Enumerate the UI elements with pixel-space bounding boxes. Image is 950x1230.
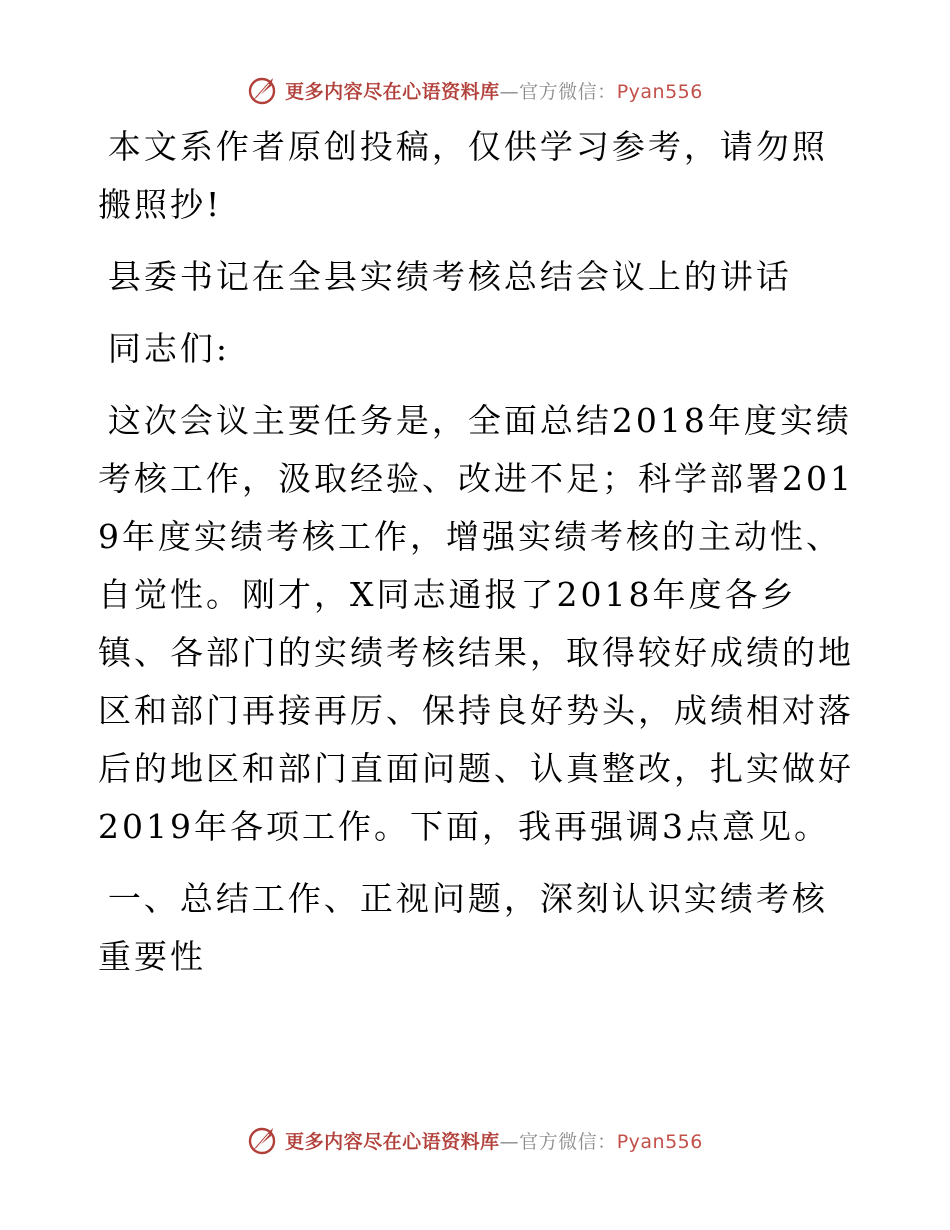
watermark-text	[285, 77, 703, 104]
watermark-label: 官方微信：	[519, 1130, 617, 1153]
quill-pen-logo-icon	[247, 74, 279, 106]
copyright-notice: 本文系作者原创投稿，仅供学习参考，请勿照搬照抄!	[98, 127, 828, 224]
section-heading-1: 一、总结工作、正视问题，深刻认识实绩考核重要性	[98, 879, 828, 976]
intro-paragraph: 这次会议主要任务是，全面总结2018年度实绩考核工作，汲取经验、改进不足；科学部署2019年度实绩考核工作，增强实绩考核的主动性、自觉性。刚才，X同志通报了2018年度各乡镇、各部门的实绩考核结果，取得较好成绩的地区和部门再接再厉、保持良好势头，成绩相对落后的地区和部门直面问题、认真整改，扎实做好2019年各项工作。下面，我再强调3点意见。	[98, 401, 854, 846]
speech-title: 县委书记在全县实绩考核总结会议上的讲话	[107, 257, 792, 296]
quill-pen-logo-icon	[247, 1124, 279, 1156]
watermark-dash: —	[499, 80, 520, 103]
watermark-site: 更多内容尽在心语资料库	[285, 1130, 500, 1153]
document-body	[98, 118, 858, 1000]
watermark-wechat: Pyan556	[616, 1130, 703, 1153]
watermark-label: 官方微信：	[519, 80, 617, 103]
watermark-dash: —	[499, 1130, 520, 1153]
watermark-text	[285, 1127, 703, 1154]
watermark-footer	[0, 1120, 950, 1160]
salutation: 同志们:	[107, 329, 231, 368]
watermark-header	[0, 70, 950, 110]
watermark-wechat: Pyan556	[616, 80, 703, 103]
watermark-site: 更多内容尽在心语资料库	[285, 80, 500, 103]
